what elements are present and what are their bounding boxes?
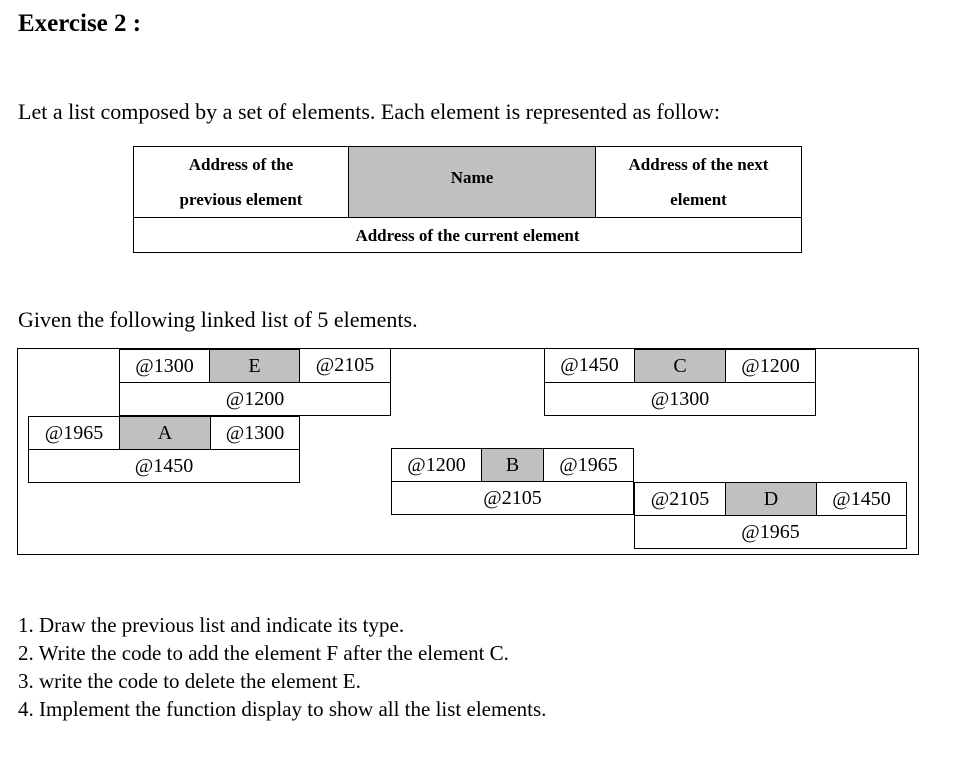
node-D-addr: @1965 [634,515,907,549]
intro-text: Let a list composed by a set of elements. Each element is represented as follow: [18,99,720,124]
question-3: 3. write the code to delete the element E. [18,669,361,693]
node-E-prev: @1300 [119,349,210,383]
node-A-addr: @1450 [28,449,300,483]
node-B-prev: @1200 [391,448,482,482]
legend-name-cell [348,146,596,218]
legend-current: Address of the current element [355,225,580,245]
legend-next-line1: Address of the next [628,155,769,174]
given-text: Given the following linked list of 5 elements. [18,307,418,332]
legend-next-address-cell [595,146,802,218]
node-B-name: B [481,448,544,482]
question-4: 4. Implement the function display to show all the list elements. [18,697,547,721]
node-E-addr: @1200 [119,382,391,416]
legend-current-address-cell [133,217,802,253]
node-C-name: C [634,349,726,383]
node-D-name: D [725,482,817,516]
node-A-name: A [119,416,211,450]
node-B-next: @1965 [543,448,634,482]
node-E-name: E [209,349,300,383]
node-A-prev: @1965 [28,416,120,450]
question-list [18,611,546,723]
legend-name: Name [450,167,494,187]
node-C-prev: @1450 [544,349,635,383]
legend-prev-address-cell [133,146,349,218]
node-A-next: @1300 [210,416,300,450]
question-1: 1. Draw the previous list and indicate its type. [18,613,405,637]
node-D-next: @1450 [816,482,907,516]
legend-next-line2: element [670,190,727,209]
legend-prev-line2: previous element [179,190,303,209]
node-C-next: @1200 [725,349,816,383]
node-C-addr: @1300 [544,382,816,416]
question-2: 2. Write the code to add the element F after the element C. [18,641,509,665]
legend-prev-line1: Address of the [188,155,294,174]
element-structure-legend [133,146,802,253]
exercise-title: Exercise 2 : [18,10,142,37]
node-E-next: @2105 [299,349,391,383]
node-B-addr: @2105 [391,481,634,515]
node-D-prev: @2105 [634,482,726,516]
